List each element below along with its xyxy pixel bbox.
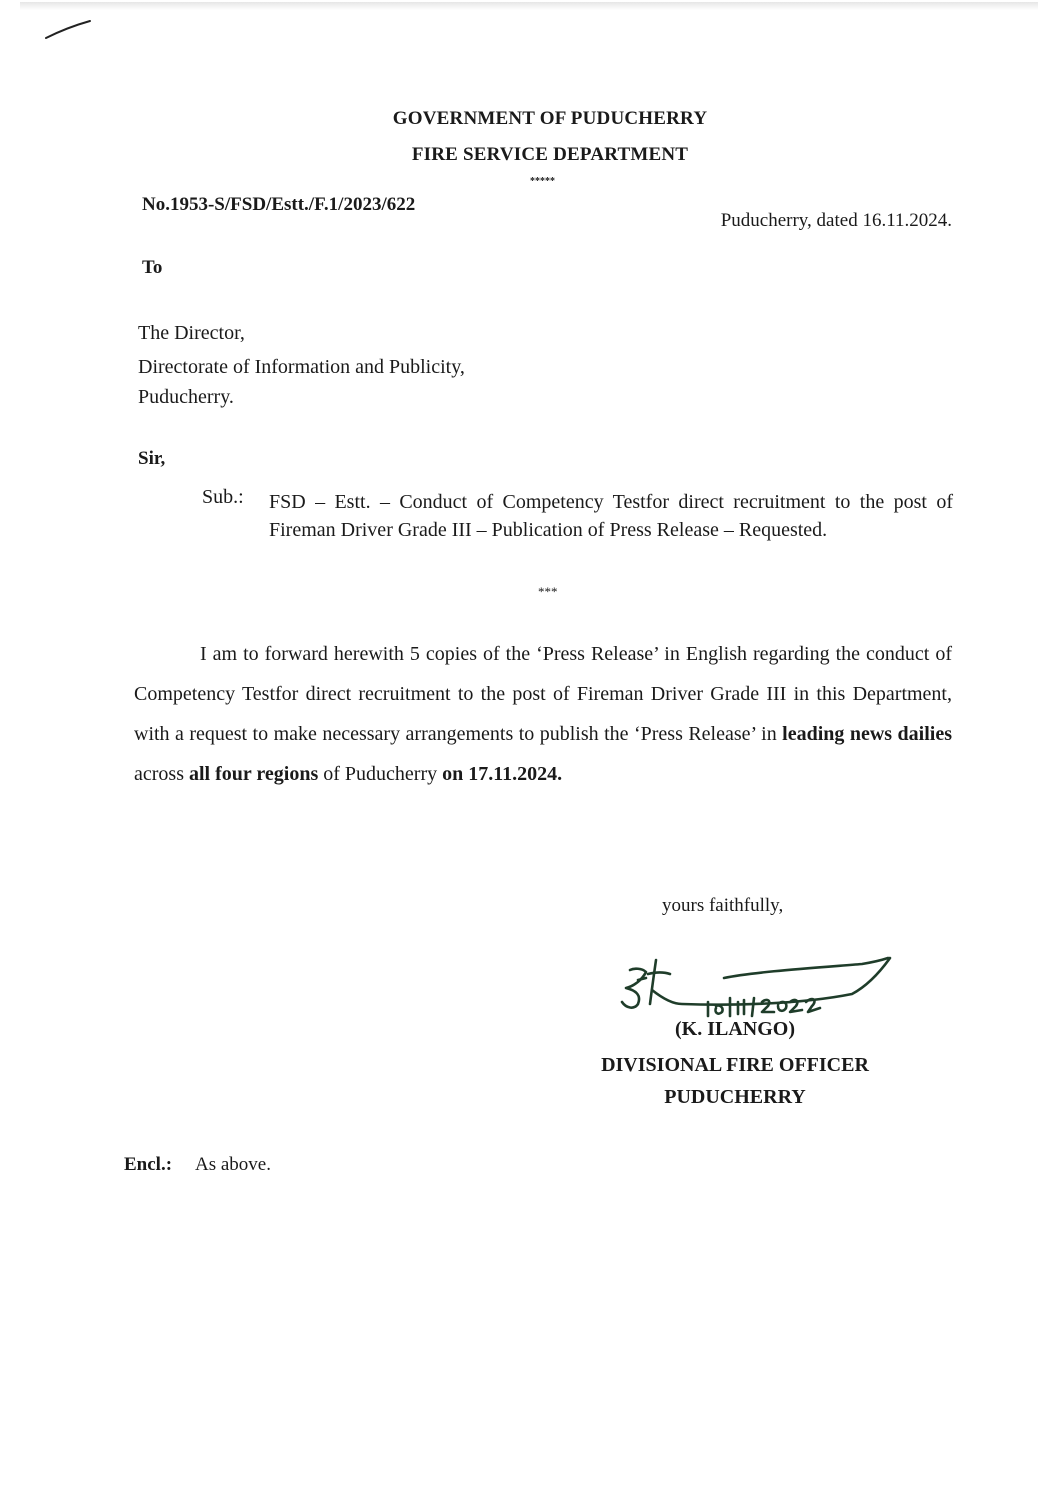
salutation: Sir,: [138, 448, 166, 469]
body-part-2: across: [134, 763, 189, 785]
pen-stroke-mark: [44, 18, 92, 40]
reference-number: No.1953-S/FSD/Estt./F.1/2023/622: [142, 194, 416, 215]
body-bold-date: on 17.11.2024.: [442, 763, 563, 785]
valediction: yours faithfully,: [662, 895, 784, 916]
place-date: Puducherry, dated 16.11.2024.: [720, 210, 952, 231]
signatory-designation: DIVISIONAL FIRE OFFICER: [601, 1054, 869, 1076]
enclosure-label: Encl.:: [124, 1154, 173, 1175]
body-part-1: I am to forward herewith 5 copies of the ‘Press Release’ in English regarding the conduct of Competency Testfor direct recruitment to the post of Fireman Driver Grade III in this Department, with a request to make necessary arrangements to publish the ‘Press Release’ in: [134, 643, 952, 745]
handwritten-signature: [612, 950, 902, 1020]
body-paragraph: [134, 634, 952, 794]
enclosure-text: As above.: [195, 1154, 271, 1175]
signatory-name: (K. ILANGO): [675, 1018, 795, 1040]
addressee-line-3: Puducherry.: [138, 386, 234, 408]
header-separator: *****: [530, 176, 555, 187]
header-government: GOVERNMENT OF PUDUCHERRY: [392, 108, 708, 129]
subject-separator: ***: [538, 584, 558, 599]
to-label: To: [142, 257, 163, 278]
subject-label: Sub.:: [202, 486, 244, 508]
signatory-location: PUDUCHERRY: [664, 1086, 806, 1108]
subject-text: FSD – Estt. – Conduct of Competency Testfor direct recruitment to the post of Fireman Driver Grade III – Publication of Press Release – Requested.: [269, 491, 953, 541]
scan-edge: [20, 2, 1038, 10]
header-department: FIRE SERVICE DEPARTMENT: [411, 144, 689, 165]
body-part-3: of Puducherry: [318, 763, 443, 785]
addressee-line-2: Directorate of Information and Publicity,: [138, 356, 465, 378]
body-bold-regions: all four regions: [188, 763, 319, 785]
addressee-line-1: The Director,: [138, 322, 245, 344]
body-bold-dailies: leading news dailies: [782, 723, 952, 745]
